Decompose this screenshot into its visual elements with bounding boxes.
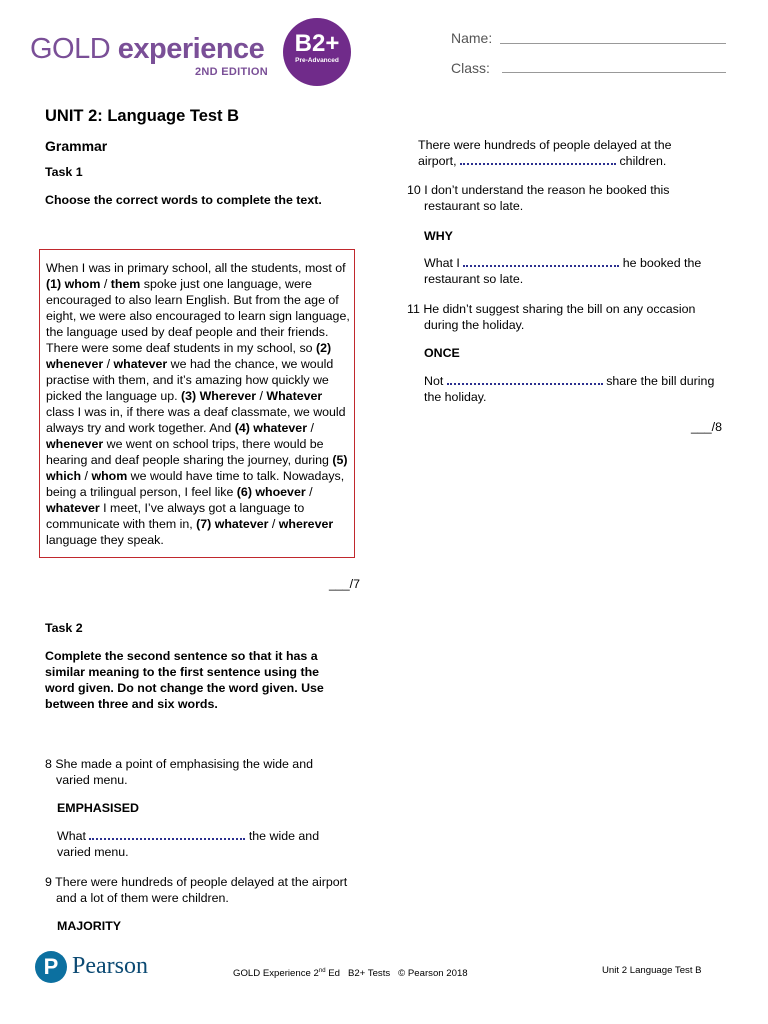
- question-number: 9: [45, 875, 52, 889]
- pearson-logo-icon: P: [35, 951, 67, 983]
- task1-label: Task 1: [45, 165, 83, 179]
- answer-suffix: the wide and: [248, 829, 320, 843]
- logo-experience-text: experience: [117, 33, 265, 65]
- footer-unit: Unit 2 Language Test B: [602, 965, 702, 976]
- question-8: [45, 756, 365, 788]
- question-sentence-cont: and a lot of them were children.: [56, 891, 229, 905]
- question-11: [407, 301, 727, 333]
- option-6a[interactable]: (6) whoever: [236, 485, 306, 499]
- badge-sub: Pre-Advanced: [295, 57, 339, 64]
- question-sentence-cont: varied menu.: [56, 773, 128, 787]
- answer-line-10: [424, 255, 724, 287]
- logo-gold-text: GOLD: [30, 33, 111, 65]
- option-2a[interactable]: (2) whenever: [46, 341, 332, 371]
- option-7a[interactable]: (7) whatever: [196, 517, 269, 531]
- answer-prefix: Not: [424, 374, 444, 388]
- answer-suffix: children.: [619, 154, 667, 168]
- question-9: [45, 874, 365, 906]
- footer-credit-rest: Ed B2+ Tests © Pearson 2018: [325, 968, 468, 980]
- answer-prefix-cont: airport,: [418, 154, 457, 168]
- option-2b[interactable]: whatever: [113, 357, 168, 371]
- gold-experience-logo: [30, 32, 264, 66]
- keyword-9: MAJORITY: [57, 919, 122, 933]
- task2-instruction: Complete the second sentence so that it has a similar meaning to the first sentence using the word given. Do not change the word given. Use between three and six words.: [45, 649, 324, 711]
- footer-credit-title: GOLD Experience 2: [233, 968, 319, 980]
- question-number: 8: [45, 757, 52, 771]
- option-5a[interactable]: (5) which: [46, 453, 348, 483]
- name-field[interactable]: [500, 43, 726, 44]
- option-3a[interactable]: (3) Wherever: [181, 389, 257, 403]
- answer-prefix: What: [57, 829, 86, 843]
- level-badge: [283, 18, 351, 86]
- reading-text-box: [39, 249, 355, 558]
- question-sentence-cont: during the holiday.: [424, 318, 525, 332]
- option-7b[interactable]: wherever: [278, 517, 334, 531]
- task2-score: ___/8: [690, 420, 722, 434]
- answer-blank-10[interactable]: [463, 255, 619, 267]
- answer-suffix-cont: the holiday.: [424, 390, 487, 404]
- question-sentence: I don’t understand the reason he booked this: [424, 183, 670, 197]
- answer-suffix: share the bill during: [606, 374, 715, 388]
- edition-label: 2ND EDITION: [195, 66, 268, 78]
- answer-suffix: he booked the: [622, 256, 702, 270]
- answer-blank-9[interactable]: [460, 153, 616, 165]
- answer-suffix-cont: restaurant so late.: [424, 272, 524, 286]
- footer-credit-sup: nd: [318, 968, 326, 974]
- answer-line-8: [57, 828, 357, 860]
- answer-suffix-cont: varied menu.: [57, 845, 129, 859]
- task2-label: Task 2: [45, 621, 83, 635]
- reading-text: When I was in primary school, all the students, most of (1) whom / them spoke just one language, were encouraged to also learn English. But from the age of eight, we were also encouraged to learn sign language, the language used by deaf people and their friends. There were some deaf students in my school, so (2) whenever / whatever we had the chance, we would practise with them, and it’s amazing how quickly we picked the language up. (3) Wherever / Whatever class I was in, if there was a deaf classmate, we would always try and work together. And (4) whatever / whenever we went on school trips, there would be hearing and deaf people sharing the journey, during (5) which / whom we would have time to talk. Nowadays, being a trilingual person, I feel like (6) whoever / whatever I meet, I’ve always got a language to communicate with them in, (7) whatever / wherever language they speak.: [46, 261, 350, 547]
- question-sentence: He didn’t suggest sharing the bill on any occasion: [423, 302, 696, 316]
- keyword-8: EMPHASISED: [57, 801, 139, 815]
- question-sentence: There were hundreds of people delayed at the airport: [55, 875, 348, 889]
- question-number: 11: [407, 302, 420, 316]
- task1-score: ___/7: [328, 577, 360, 591]
- pearson-logo-text: Pearson: [72, 953, 148, 979]
- option-1b[interactable]: them: [110, 277, 141, 291]
- option-3b[interactable]: Whatever: [266, 389, 323, 403]
- question-number: 10: [407, 183, 421, 197]
- option-4b[interactable]: whenever: [46, 437, 104, 451]
- answer-blank-11[interactable]: [447, 373, 603, 385]
- question-10: [407, 182, 727, 214]
- footer-credit: [233, 963, 468, 982]
- option-5b[interactable]: whom: [91, 469, 128, 483]
- keyword-10: WHY: [424, 229, 453, 243]
- answer-prefix: What I: [424, 256, 460, 270]
- question-sentence: She made a point of emphasising the wide and: [55, 757, 313, 771]
- class-label: Class:: [451, 60, 490, 76]
- answer-line-9: [418, 137, 728, 169]
- keyword-11: ONCE: [424, 346, 460, 360]
- option-6b[interactable]: whatever: [46, 501, 100, 515]
- task1-instruction: Choose the correct words to complete the text.: [45, 193, 322, 207]
- answer-blank-8[interactable]: [89, 828, 245, 840]
- name-label: Name:: [451, 30, 493, 46]
- class-field[interactable]: [502, 72, 726, 73]
- question-sentence-cont: restaurant so late.: [424, 199, 524, 213]
- section-grammar: Grammar: [45, 138, 108, 154]
- unit-title: UNIT 2: Language Test B: [45, 107, 240, 125]
- option-1a[interactable]: (1) whom: [46, 277, 101, 291]
- answer-line-11: [424, 373, 724, 405]
- badge-level: B2+: [294, 30, 340, 57]
- option-4a[interactable]: (4) whatever: [234, 421, 308, 435]
- answer-prefix: There were hundreds of people delayed at the: [418, 138, 672, 152]
